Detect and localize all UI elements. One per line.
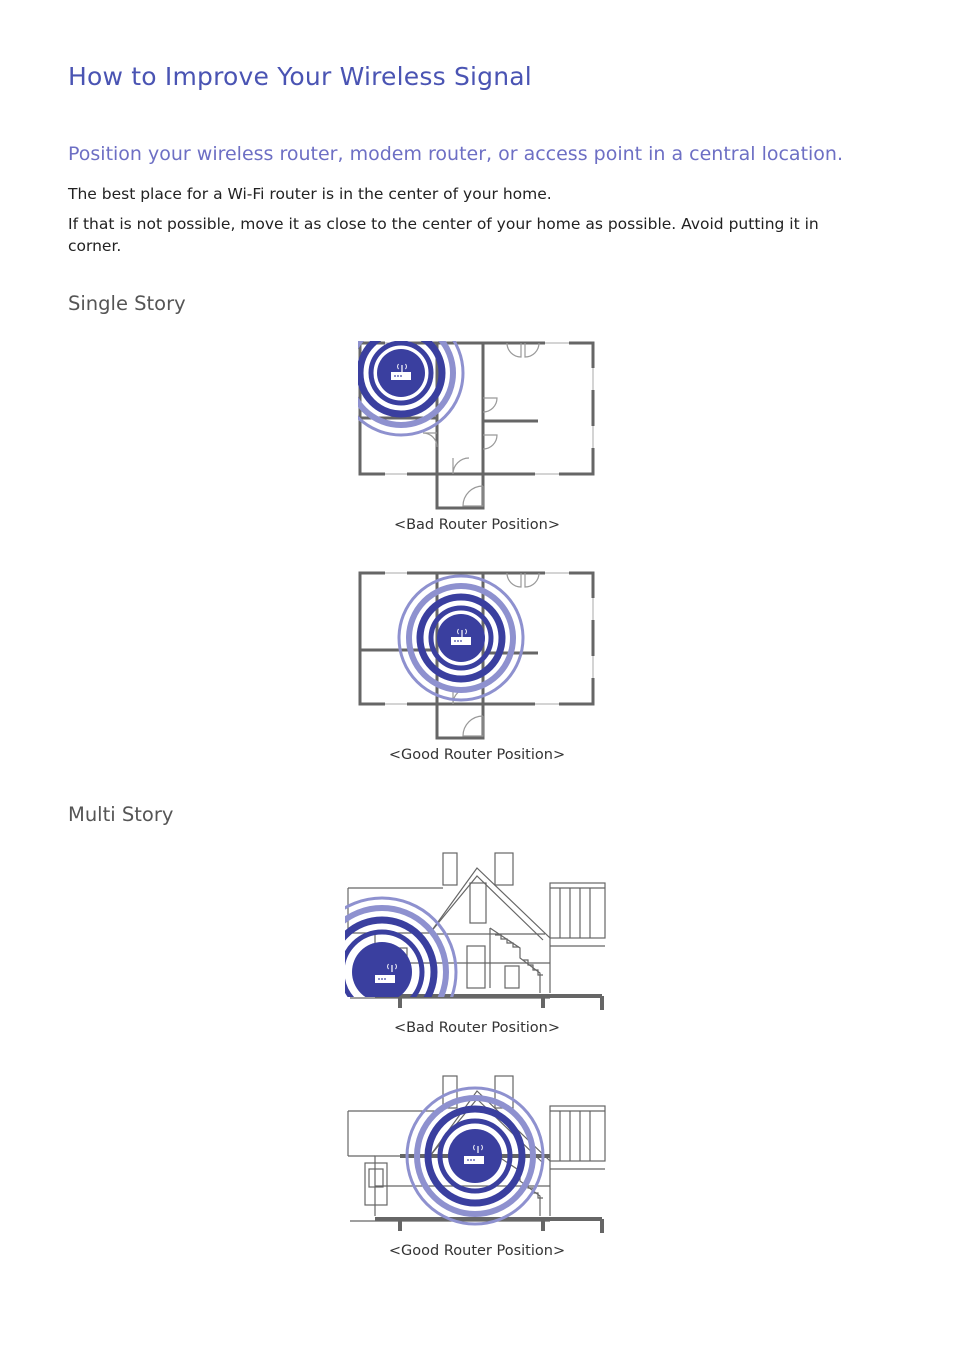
single-good-caption: <Good Router Position> (388, 747, 566, 763)
house-good (345, 1071, 609, 1236)
floorplan-bad (355, 338, 599, 513)
floorplan-bad-figure (355, 338, 599, 513)
floorplan-good-figure (355, 568, 599, 743)
floorplan-good (355, 568, 599, 743)
single-story-heading: Single Story (68, 292, 186, 315)
section-heading: Position your wireless router, modem router, or access point in a central location. (68, 143, 844, 165)
multi-story-heading: Multi Story (68, 803, 174, 826)
multi-bad-caption: <Bad Router Position> (393, 1020, 561, 1036)
house-bad (345, 848, 609, 1013)
paragraph-avoid-corner: If that is not possible, move it as close to the center of your home as possible. Avoid putting it in corner. (68, 215, 819, 255)
house-good-figure (345, 1071, 609, 1236)
page-title: How to Improve Your Wireless Signal (68, 62, 532, 91)
paragraph-best-place: The best place for a Wi-Fi router is in the center of your home. (68, 185, 552, 203)
house-bad-figure (345, 848, 609, 1013)
single-bad-caption: <Bad Router Position> (393, 517, 561, 533)
multi-good-caption: <Good Router Position> (388, 1243, 566, 1259)
